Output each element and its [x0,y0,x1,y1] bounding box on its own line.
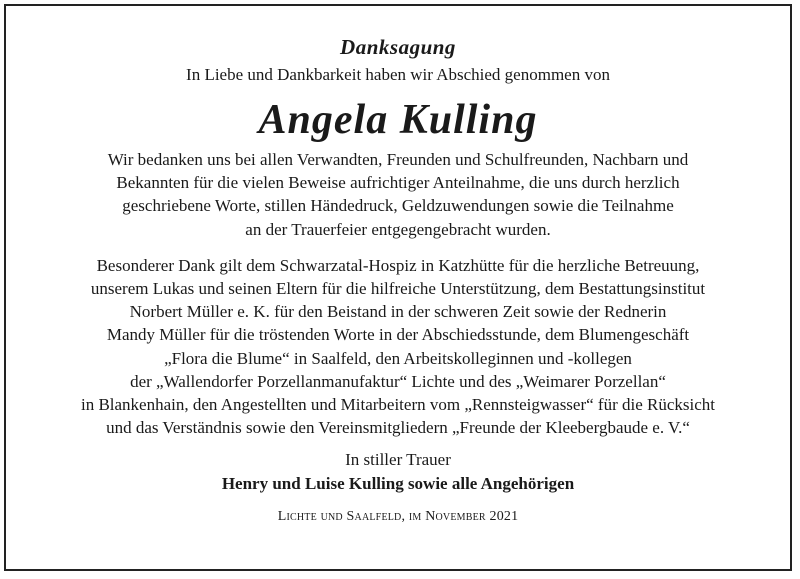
paragraph-line: Bekannten für die vielen Beweise aufrichtiger Anteilnahme, die uns durch herzlich [116,173,680,193]
intro-line: In Liebe und Dankbarkeit haben wir Abschied genommen von [186,65,610,84]
paragraph-line: Norbert Müller e. K. für den Beistand in der schweren Zeit sowie der Rednerin [129,302,667,322]
deceased-name: Angela Kulling [258,97,538,143]
closing-line: In stiller Trauer [345,450,451,470]
thanks-paragraph-2 [6,254,790,440]
paragraph-line: Besonderer Dank gilt dem Schwarzatal-Hospiz in Katzhütte für die herzliche Betreuung, [96,255,700,275]
paragraph-line: geschriebene Worte, stillen Händedruck, Geldzuwendungen sowie die Teilnahme [122,196,674,216]
paragraph-line: Wir bedanken uns bei allen Verwandten, Freunden und Schulfreunden, Nachbarn und [107,150,689,169]
paragraph-line: „Flora die Blume“ in Saalfeld, den Arbeitskolleginnen und -kollegen [164,348,632,368]
paragraph-line: Mandy Müller für die tröstenden Worte in der Abschiedsstunde, dem Blumengeschäft [106,325,690,345]
obituary-frame [4,4,792,571]
paragraph-line: der „Wallendorfer Porzellanmanufaktur“ Lichte und des „Weimarer Porzellan“ [130,371,666,391]
paragraph-line: an der Trauerfeier entgegengebracht wurden. [245,219,551,239]
place-date-line: Lichte und Saalfeld, im November 2021 [277,509,519,525]
paragraph-line: und das Verständnis sowie den Vereinsmitgliedern „Freunde der Kleebergbaude e. V.“ [106,418,690,438]
obituary-content [6,6,790,526]
paragraph-line: unserem Lukas und seinen Eltern für die hilfreiche Unterstützung, dem Bestattungsinstitut [90,279,706,299]
paragraph-line: in Blankenhain, den Angestellten und Mitarbeitern vom „Rennsteigwasser“ für die Rücksicht [80,395,716,415]
notice-heading: Danksagung [340,35,456,59]
thanks-paragraph-1 [6,148,790,241]
signers-line: Henry und Luise Kulling sowie alle Angehörigen [221,474,575,494]
